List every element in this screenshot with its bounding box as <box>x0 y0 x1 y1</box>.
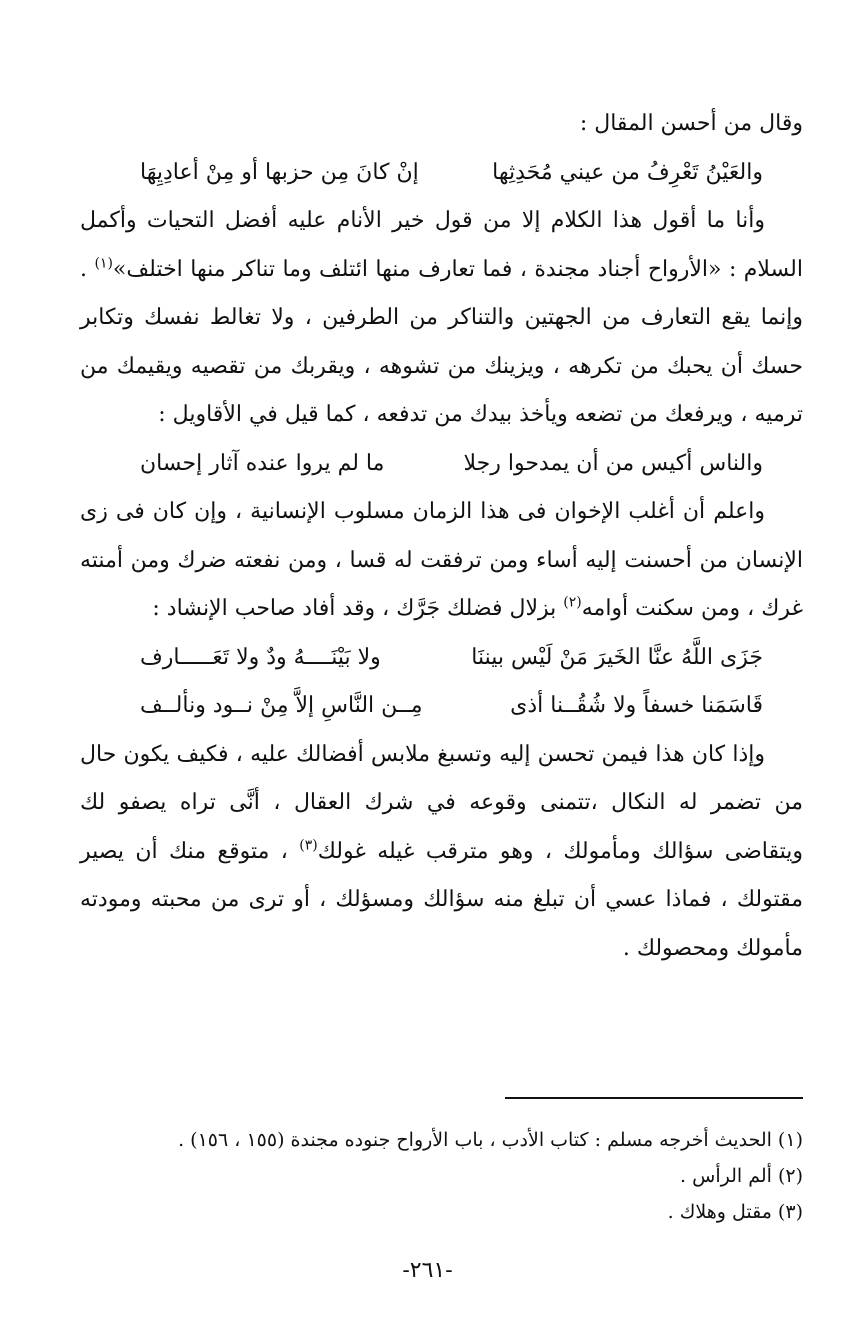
verse-4 <box>80 682 803 731</box>
verse-1-second-hemistich: إنْ كانَ مِن حزبها أو مِنْ أعادِيِهَا <box>140 159 419 185</box>
verse-3 <box>80 634 803 683</box>
footnote-ref-3: (٣) <box>299 837 318 854</box>
footnotes <box>80 1122 803 1230</box>
verse-2-first-hemistich: والناس أكيس من أن يمدحوا رجلا <box>463 450 763 476</box>
paragraph-1-text-a: وأنا ما أقول هذا الكلام إلا من قول خير الأنام عليه أفضل التحيات وأكمل السلام : «الأرواح أجناد مجندة ، فما تعارف منها ائتلف وما تناكر منها اختلف» <box>80 208 803 282</box>
footnote-ref-1: (١) <box>94 255 113 272</box>
paragraph-1-text-b: . وإنما يقع التعارف من الجهتين والتناكر من الطرفين ، ولا تغالط نفسك وتكابر حسك أن يحبك من تكرهه ، ويزينك من تشوهه ، ويقربك من تقصيه ويقيمك من ترميه ، ويرفعك من تضعه ويأخذ بيدك من تدفعه ، كما قيل في الأقاويل : <box>80 256 803 427</box>
paragraph-2 <box>80 488 803 634</box>
paragraph-3-text-b: ، متوقع منك أن يصير مقتولك ، فماذا عسي أن تبلغ منه سؤالك ومسؤلك ، أو ترى من محبته ومودته مأمولك ومحصولك . <box>80 838 803 961</box>
paragraph-3-text-a: وإذا كان هذا فيمن تحسن إليه وتسبغ ملابس أفضالك عليه ، فكيف يكون حال من تضمر له النكال ،تتمنى وقوعه في شرك العقال ، أنَّى تراه يصفو لك ويتقاضى سؤالك ومأمولك ، وهو مترقب غيله غولك <box>80 741 803 864</box>
verse-2 <box>80 440 803 489</box>
paragraph-1 <box>80 197 803 440</box>
verse-4-first-hemistich: قَاسَمَنا خسفاً ولا شُقُــنا أذى <box>510 693 763 718</box>
footnote-ref-2: (٢) <box>563 594 582 611</box>
paragraph-2-text-a: واعلم أن أغلب الإخوان فى هذا الزمان مسلوب الإنسانية ، وإن كان فى زى الإنسان من أحسنت إليه أساء ومن ترفقت له قسا ، ومن نفعته ضرك ومن أمنته غرك ، ومن سكنت أوامه <box>80 499 803 621</box>
main-text <box>80 100 803 973</box>
footnote-1: (١) الحديث أخرجه مسلم : كتاب الأدب ، باب الأرواح جنوده مجندة (١٥٥ ، ١٥٦) . <box>178 1129 803 1151</box>
verse-1-first-hemistich: والعَيْنُ تَعْرِفُ من عيني مُحَدِثِها <box>492 159 763 185</box>
verse-1 <box>80 149 803 198</box>
page-number: -٢٦١- <box>402 1258 453 1283</box>
verse-2-second-hemistich: ما لم يروا عنده آثار إحسان <box>140 450 385 476</box>
verse-4-second-hemistich: مِــن النَّاسِ إلاَّ مِنْ نــود ونألــف <box>140 693 423 718</box>
paragraph-2-text-b: بزلال فضلك جَرَّك ، وقد أفاد صاحب الإنشاد : <box>152 596 557 621</box>
verse-3-second-hemistich: ولا بَيْنَــــهُ ودٌ ولا تَعَـــــارف <box>140 644 381 670</box>
paragraph-3 <box>80 731 803 974</box>
intro-line: وقال من أحسن المقال : <box>579 111 803 136</box>
footnote-divider <box>505 1097 803 1099</box>
footnote-3: (٣) مقتل وهلاك . <box>667 1201 803 1223</box>
verse-3-first-hemistich: جَزَى اللَّهُ عنَّا الخَيرَ مَنْ لَيْس بيننَا <box>471 644 763 670</box>
footnote-2: (٢) ألم الرأس . <box>680 1165 803 1187</box>
